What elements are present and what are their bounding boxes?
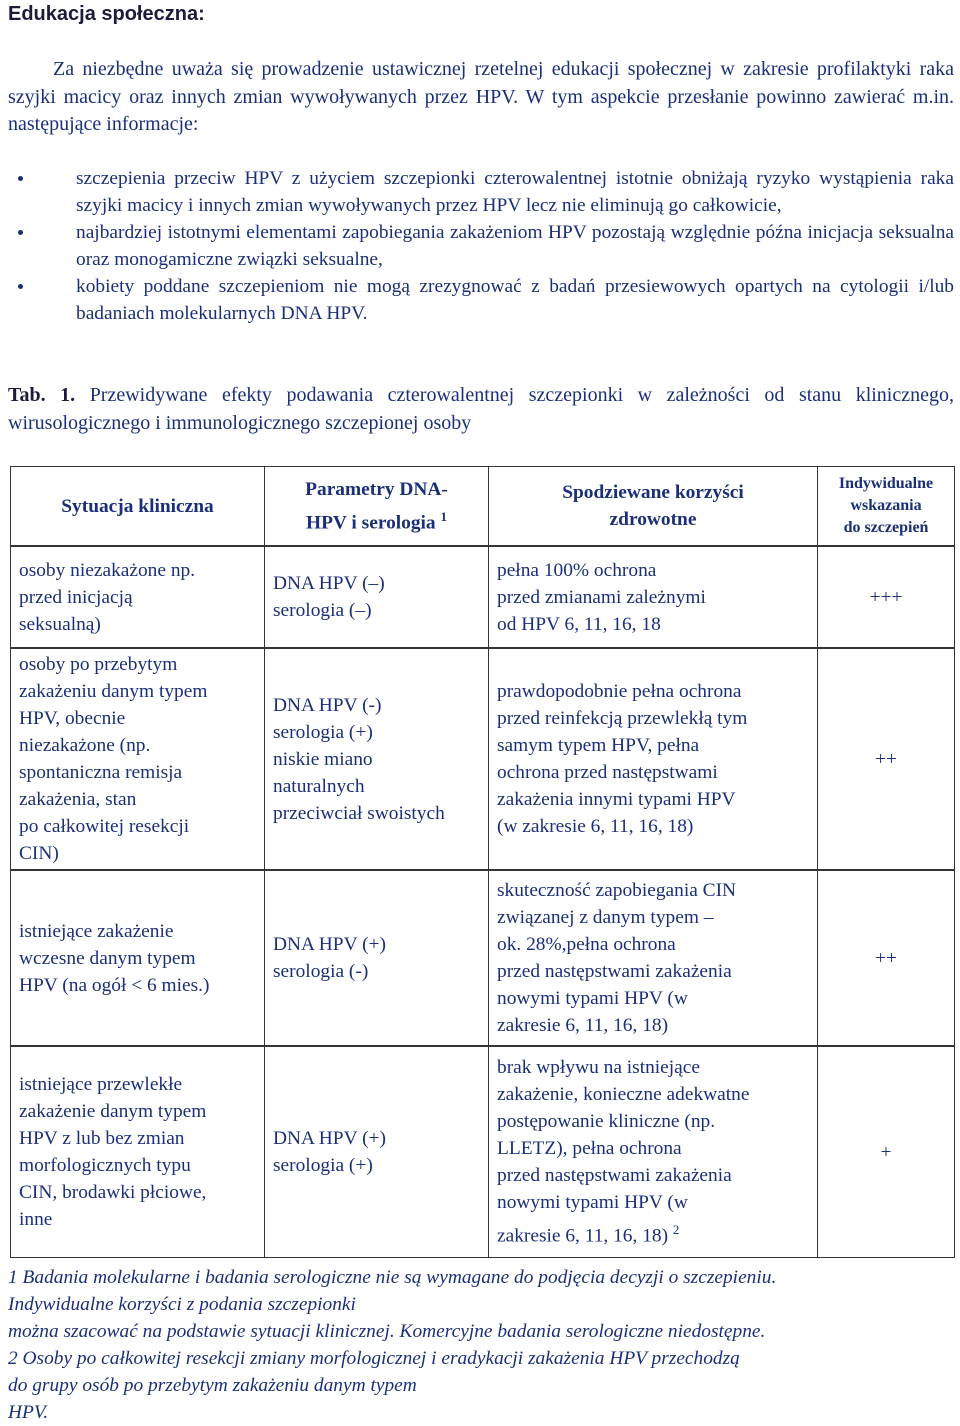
cell-line: serologia (-) [273, 961, 369, 982]
footnote-line: 1 Badania molekularne i badania serologiczne nie są wymagane do podjęcia decyzji o szczepieniu. [8, 1267, 777, 1288]
cell-indication: +++ [818, 546, 955, 648]
bullet-dot-icon [18, 284, 23, 289]
cell-line: DNA HPV (+) [273, 934, 386, 955]
cell-params [265, 648, 489, 870]
footnote-marker: 2 [672, 1222, 680, 1238]
cell-benefits [489, 870, 818, 1046]
cell-line: istniejące zakażenie [19, 920, 174, 942]
cell-line: seksualną) [19, 613, 101, 635]
cell-line: DNA HPV (-) [273, 694, 382, 716]
header-health-benefits-line: zdrowotne [609, 509, 697, 530]
footnote-line: do grupy osób po przebytym zakażeniu danym typem [8, 1375, 417, 1396]
cell-line: nowymi typami HPV (w [497, 988, 688, 1009]
bullet-item [18, 165, 954, 219]
header-health-benefits-line: Spodziewane korzyści [562, 482, 744, 503]
header-indication-line: wskazania [850, 497, 922, 514]
cell-line: zakresie 6, 11, 16, 18) [497, 1015, 669, 1036]
info-bullet-list [18, 165, 954, 327]
cell-line: prawdopodobnie pełna ochrona [497, 681, 742, 702]
cell-line: DNA HPV (–) [273, 573, 385, 594]
header-clinical-situation: Sytuacja kliniczna [11, 467, 265, 547]
header-indication-line: Indywidualne [838, 475, 934, 492]
cell-line: ochrona przed następstwami [497, 762, 718, 783]
header-dna-params-line: Parametry DNA- [305, 478, 448, 500]
cell-line: morfologicznych typu [19, 1155, 191, 1176]
footnote-marker: 1 [440, 508, 447, 524]
section-heading: Edukacja społeczna: [8, 3, 205, 25]
footnote-line: 2 Osoby po całkowitej resekcji zmiany morfologicznej i eradykacji zakażenia HPV przechodzą [8, 1348, 740, 1369]
cell-line: (w zakresie 6, 11, 16, 18) [497, 816, 694, 837]
cell-line: zakażenie danym typem [19, 1101, 207, 1122]
cell-line-text: zakresie 6, 11, 16, 18) [497, 1225, 669, 1247]
cell-situation [11, 648, 265, 870]
table-header-row [11, 467, 955, 547]
cell-line: wczesne danym typem [19, 947, 196, 969]
cell-line: osoby niezakażone np. [19, 559, 196, 581]
cell-line: inne [19, 1209, 53, 1230]
header-vaccination-indication [818, 467, 955, 547]
intro-text: Za niezbędne uważa się prowadzenie ustawicznej rzetelnej edukacji społecznej w zakresie profilaktyki raka szyjki macicy oraz innych zmian wywoływanych przez HPV. W tym aspekcie przesłanie powinno zawierać m.in. następujące informacje: [8, 58, 954, 135]
cell-situation [11, 1046, 265, 1258]
table-row [11, 1046, 955, 1258]
cell-line [497, 1216, 817, 1249]
cell-line: przed następstwami zakażenia [497, 961, 732, 982]
cell-line: związanej z danym typem – [497, 907, 714, 928]
cell-benefits [489, 546, 818, 648]
cell-benefits [489, 1046, 818, 1258]
cell-line: po całkowitej resekcji [19, 816, 190, 837]
table-caption-text: Przewidywane efekty podawania czterowalentnej szczepionki w zależności od stanu klinicznego, wirusologicznego i immunologicznego szczepionej osoby [8, 384, 954, 434]
bullet-text: kobiety poddane szczepieniom nie mogą zrezygnować z badań przesiewowych opartych na cytologii i/lub badaniach molekularnych DNA HPV. [76, 276, 954, 324]
table-caption [8, 382, 954, 437]
cell-indication: ++ [818, 870, 955, 1046]
cell-line: HPV (na ogół < 6 mies.) [19, 974, 210, 996]
cell-line: nowymi typami HPV (w [497, 1192, 688, 1214]
cell-line: serologia (–) [273, 600, 372, 621]
cell-line: brak wpływu na istniejące [497, 1057, 700, 1079]
cell-line: LLETZ), pełna ochrona [497, 1138, 682, 1160]
table-caption-label: Tab. 1. [8, 384, 76, 406]
cell-line: przed zmianami zależnymi [497, 586, 706, 608]
cell-line: zakażeniu danym typem [19, 681, 208, 702]
cell-params [265, 870, 489, 1046]
cell-line: osoby po przebytym [19, 654, 178, 675]
header-dna-params-text: HPV i serologia [306, 512, 436, 534]
cell-line: przed reinfekcją przewlekłą tym [497, 708, 748, 729]
cell-line: przed inicjacją [19, 586, 133, 608]
bullet-item [18, 219, 954, 273]
cell-line: serologia (+) [273, 721, 373, 743]
cell-line: skuteczność zapobiegania CIN [497, 880, 737, 901]
cell-line: przeciwciał swoistych [273, 802, 445, 824]
header-dna-params [265, 467, 489, 547]
header-indication-line: do szczepień [843, 519, 929, 536]
bullet-text: szczepienia przeciw HPV z użyciem szczepionki czterowalentnej istotnie obniżają ryzyko wystąpienia raka szyjki macicy i innych zmian wywoływanych przez HPV lecz nie eliminują go całkowicie, [76, 168, 954, 216]
cell-line: niskie miano [273, 748, 373, 770]
cell-line: istniejące przewlekłe [19, 1074, 183, 1095]
table-row [11, 648, 955, 870]
cell-line: od HPV 6, 11, 16, 18 [497, 613, 661, 635]
cell-line: serologia (+) [273, 1155, 373, 1176]
vaccine-effects-table [10, 466, 955, 1258]
cell-line: HPV, obecnie [19, 708, 126, 729]
cell-line: zakażenie, konieczne adekwatne [497, 1084, 750, 1106]
cell-line: przed następstwami zakażenia [497, 1165, 732, 1187]
footnote-line: Indywidualne korzyści z podania szczepionki [8, 1294, 356, 1315]
header-health-benefits [489, 467, 818, 547]
header-dna-params-line [269, 503, 484, 536]
cell-line: pełna 100% ochrona [497, 559, 657, 581]
cell-line: zakażenia, stan [19, 789, 137, 810]
cell-benefits [489, 648, 818, 870]
cell-line: zakażenia innymi typami HPV [497, 789, 736, 810]
cell-line: niezakażone (np. [19, 735, 151, 756]
bullet-dot-icon [18, 176, 23, 181]
cell-line: CIN) [19, 843, 59, 864]
cell-params [265, 546, 489, 648]
cell-line: naturalnych [273, 775, 365, 797]
cell-indication: + [818, 1046, 955, 1258]
cell-line: samym typem HPV, pełna [497, 735, 700, 756]
footnotes [8, 1264, 954, 1426]
cell-line: DNA HPV (+) [273, 1128, 386, 1149]
footnote-line: można szacować na podstawie sytuacji klinicznej. Komercyjne badania serologiczne niedostępne. [8, 1321, 766, 1342]
cell-line: HPV z lub bez zmian [19, 1128, 185, 1149]
footnote-line: HPV. [8, 1402, 49, 1423]
bullet-item [18, 273, 954, 327]
cell-line: spontaniczna remisja [19, 762, 183, 783]
cell-params [265, 1046, 489, 1258]
cell-situation [11, 870, 265, 1046]
cell-line: postępowanie kliniczne (np. [497, 1111, 716, 1133]
cell-line: CIN, brodawki płciowe, [19, 1182, 207, 1203]
intro-paragraph [8, 56, 954, 139]
cell-indication: ++ [818, 648, 955, 870]
bullet-text: najbardziej istotnymi elementami zapobiegania zakażeniom HPV pozostają względnie późna inicjacja seksualna oraz monogamiczne związki seksualne, [76, 222, 954, 270]
cell-situation [11, 546, 265, 648]
table-row [11, 546, 955, 648]
cell-line: ok. 28%,pełna ochrona [497, 934, 676, 955]
table-row [11, 870, 955, 1046]
bullet-dot-icon [18, 230, 23, 235]
